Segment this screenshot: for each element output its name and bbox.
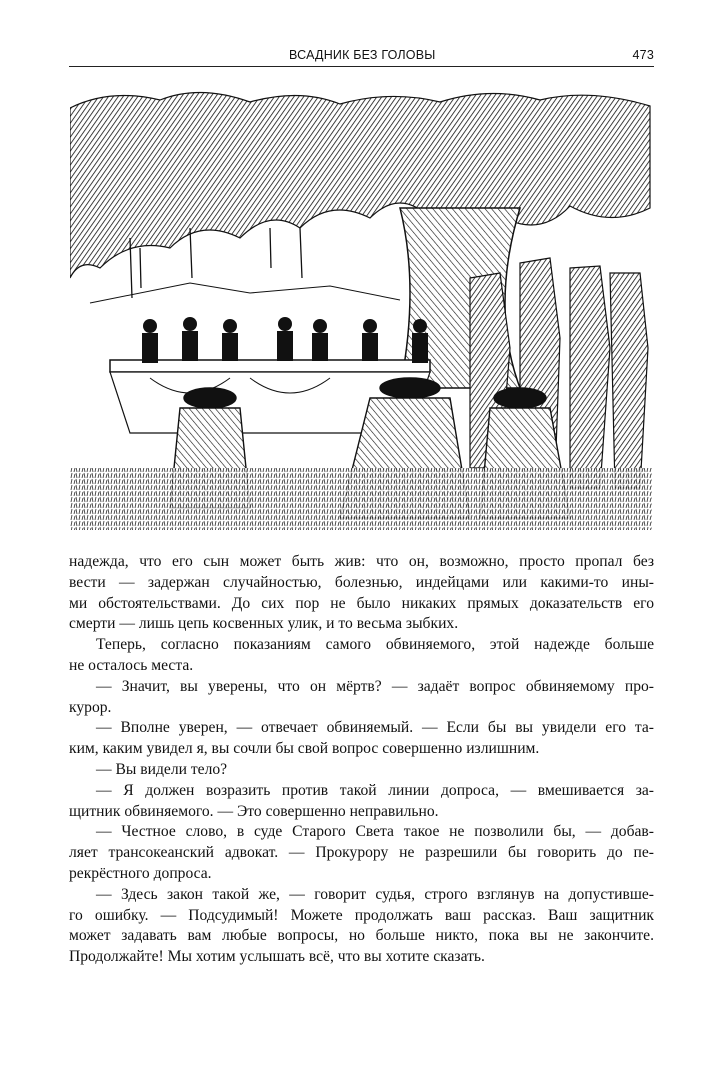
text-line: — Я должен возразить против такой линии допроса, — вмешивается за-: [96, 781, 654, 799]
header-rule: [69, 66, 654, 67]
text-line: — Вполне уверен, — отвечает обвиняемый. — Если бы вы увидели его та-: [96, 719, 654, 737]
text-line: — Вы видели тело?: [96, 760, 228, 778]
running-header: [69, 46, 654, 66]
text-line: — Здесь закон такой же, — говорит судья, строго взглянув на допустивше-: [96, 885, 654, 903]
text-line: курор.: [69, 698, 112, 716]
text-line: — Честное слово, в суде Старого Света такое не позволили бы, — добав-: [96, 823, 654, 841]
text-line: ми обстоятельствами. До сих пор не было никаких прямых доказательств его: [69, 594, 654, 612]
page-number: 473: [632, 48, 654, 62]
grass-ground: [70, 468, 652, 530]
text-line: ляет трансокеанский адвокат. — Прокурору не разрешили бы говорить до пе-: [69, 844, 654, 862]
text-line: надежда, что его сын может быть жив: что он, возможно, просто пропал без: [69, 553, 654, 570]
text-line: не осталось места.: [69, 656, 194, 674]
text-line: Теперь, согласно показаниям самого обвиняемого, этой надежде больше: [96, 636, 654, 654]
text-line: может задавать вам любые вопросы, но больше никто, пока вы не закончите.: [69, 927, 654, 945]
text-line: го ошибку. — Подсудимый! Можете продолжать ваш рассказ. Ваш защитник: [69, 906, 654, 924]
text-line: ким, каким увидел я, вы сочли бы свой вопрос совершенно излишним.: [69, 740, 540, 758]
text-line: вести — задержан случайностью, болезнью, индейцами или какими-то ины-: [69, 573, 654, 591]
text-line: щитник обвиняемого. — Это совершенно неправильно.: [69, 802, 439, 820]
book-title: ВСАДНИК БЕЗ ГОЛОВЫ: [289, 48, 436, 62]
text-line: — Значит, вы уверены, что он мёртв? — задаёт вопрос обвиняемому про-: [96, 677, 654, 695]
text-line: Продолжайте! Мы хотим услышать всё, что вы хотите сказать.: [69, 948, 485, 966]
text-line: рекрёстного допроса.: [69, 864, 212, 882]
body-text: [69, 552, 654, 968]
engraving-illustration-trial-under-tree: [70, 88, 652, 530]
text-line: смерти — лишь цепь косвенных улик, и то весьма зыбких.: [69, 615, 459, 633]
